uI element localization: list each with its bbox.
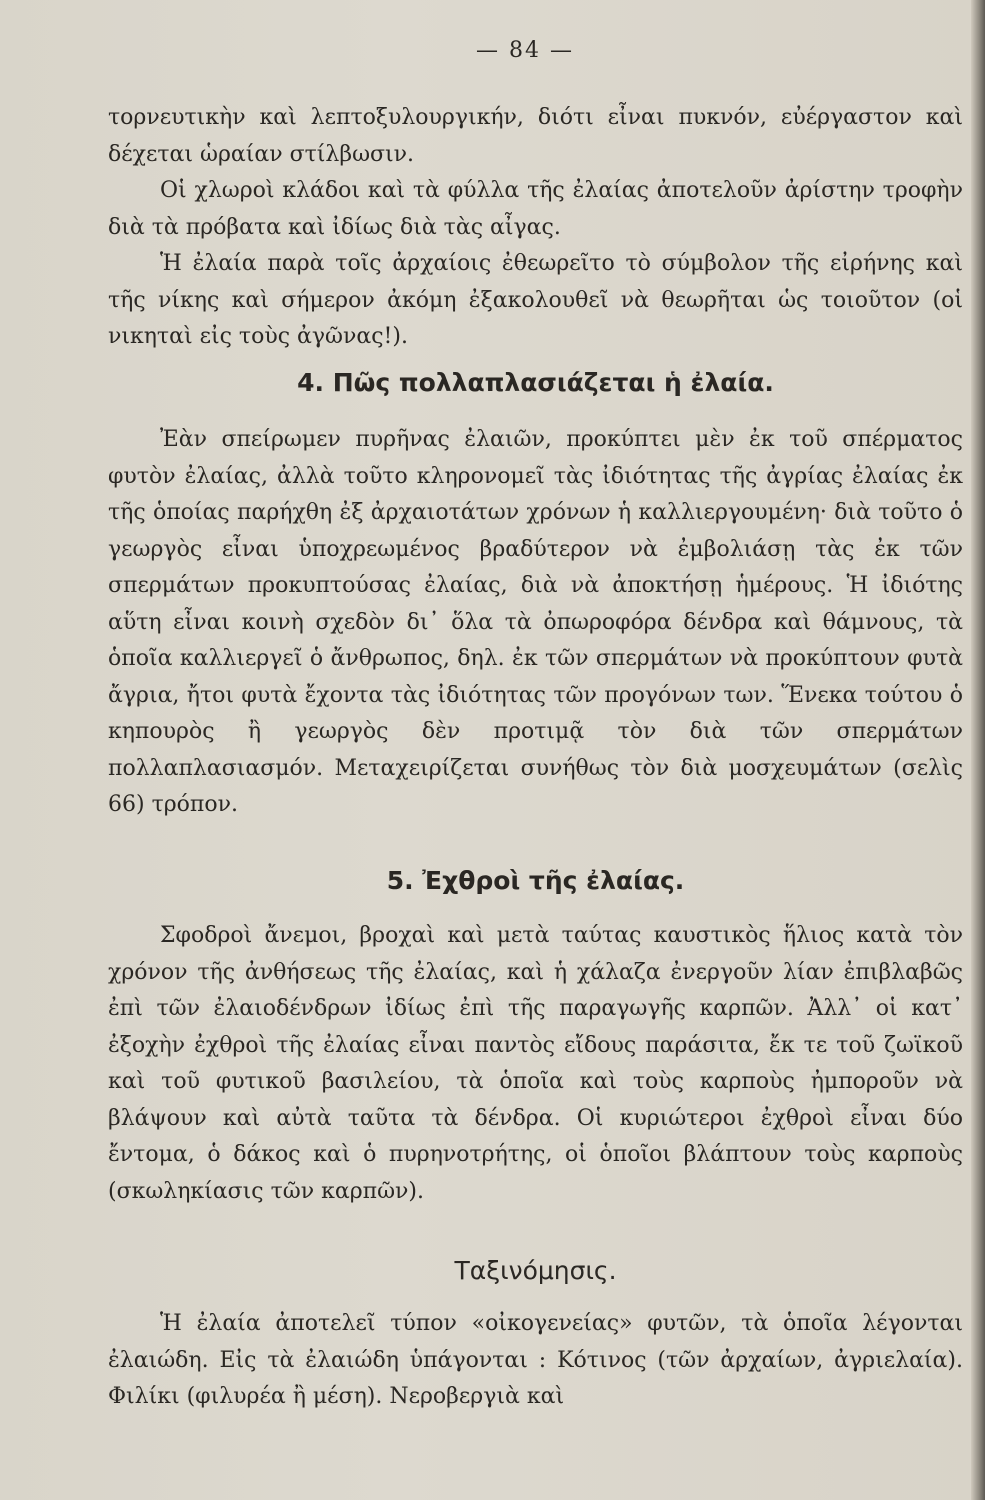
section-4-heading: 4. Πῶς πολλαπλασιάζεται ἡ ἐλαία. [297,368,774,397]
paragraph-propagation: Ἐὰν σπείρωμεν πυρῆνας ἐλαιῶν, προκύπτει μὲν ἐκ τοῦ σπέρματος φυτὸν ἐλαίας, ἀλλὰ τοῦτο κληρονομεῖ τὰς ἰδιότητας τῆς ἀγρίας ἐλαίας ἐκ τῆς ὁποίας παρήχθη ἐξ ἀρχαιοτάτων χρόνων ἡ καλλιεργουμένη· διὰ τοῦτο ὁ γεωργὸς εἶναι ὑποχρεωμένος βραδύτερον νὰ ἐμβολιάσῃ τὰς ἐκ τῶν σπερμάτων προκυπτούσας ἐλαίας, διὰ νὰ ἀποκτήσῃ ἡμέρους. Ἡ ἰδιότης αὕτη εἶναι κοινὴ σχεδὸν δι᾽ ὅλα τὰ ὀπωροφόρα δένδρα καὶ θάμνους, τὰ ὁποῖα καλλιεργεῖ ὁ ἄνθρωπος, δηλ. ἐκ τῶν σπερμάτων νὰ προκύπτουν φυτὰ ἄγρια, ἤτοι φυτὰ ἔχοντα τὰς ἰδιότητας τῶν προγόνων των. Ἕνεκα τούτου ὁ κηπουρὸς ἢ γεωργὸς δὲν προτιμᾷ τὸν διὰ τῶν σπερμάτων πολλαπλασιασμόν. Μεταχειρίζεται συνήθως τὸν διὰ μοσχευμάτων (σελὶς 66) τρόπον. [108,427,963,817]
section-4-text-block [108,422,963,824]
paragraph-enemies: Σφοδροὶ ἄνεμοι, βροχαὶ καὶ μετὰ ταύτας καυστικὸς ἥλιος κατὰ τὸν χρόνον τῆς ἀνθήσεως τῆς ἐλαίας, καὶ ἡ χάλαζα ἐνεργοῦν λίαν ἐπιβλαβῶς ἐπὶ τῶν ἐλαιοδένδρων ἰδίως ἐπὶ τῆς παραγωγῆς καρπῶν. Ἀλλ᾽ οἱ κατ᾽ ἐξοχὴν ἐχθροὶ τῆς ἐλαίας εἶναι παντὸς εἴδους παράσιτα, ἔκ τε τοῦ ζωϊκοῦ καὶ τοῦ φυτικοῦ βασιλείου, τὰ ὁποῖα καὶ τοὺς καρποὺς ἠμποροῦν νὰ βλάψουν καὶ αὐτὰ ταῦτα τὰ δένδρα. Οἱ κυριώτεροι ἐχθροὶ εἶναι δύο ἔντομα, ὁ δάκος καὶ ὁ πυρηνοτρήτης, οἱ ὁποῖοι βλάπτουν τοὺς καρποὺς (σκωληκίασις τῶν καρπῶν). [108,923,963,1204]
classification-heading: Ταξινόμησις. [454,1256,617,1285]
top-text-block [108,100,963,356]
section-5-heading: 5. Ἐχθροὶ τῆς ἐλαίας. [386,866,685,895]
section-5-text-block [108,918,963,1210]
paragraph-fodder: Οἱ χλωροὶ κλάδοι καὶ τὰ φύλλα τῆς ἐλαίας ἀποτελοῦν ἀρίστην τροφὴν διὰ τὰ πρόβατα καὶ ἰδίως διὰ τὰς αἶγας. [108,178,963,240]
paragraph-wood-uses: τορνευτικὴν καὶ λεπτοξυλουργικήν, διότι εἶναι πυκνόν, εὐέργαστον καὶ δέχεται ὡραίαν στίλβωσιν. [108,105,963,167]
page-edge-shadow [971,0,985,1500]
paragraph-classification: Ἡ ἐλαία ἀποτελεῖ τύπον «οἰκογενείας» φυτῶν, τὰ ὁποῖα λέγονται ἐλαιώδη. Εἰς τὰ ἐλαιώδη ὑπάγονται : Κότινος (τῶν ἀρχαίων, ἀγριελαία). Φιλίκι (φιλυρέα ἢ μέση). Νεροβεργιὰ καὶ [108,1311,963,1409]
classification-text-block [108,1306,963,1416]
page-number: — 84 — [476,38,574,63]
paragraph-symbol: Ἡ ἐλαία παρὰ τοῖς ἀρχαίοις ἐθεωρεῖτο τὸ σύμβολον τῆς εἰρήνης καὶ τῆς νίκης καὶ σήμερον ἀκόμη ἐξακολουθεῖ νὰ θεωρῆται ὡς τοιοῦτον (οἱ νικηταὶ εἰς τοὺς ἀγῶνας!). [108,251,963,349]
